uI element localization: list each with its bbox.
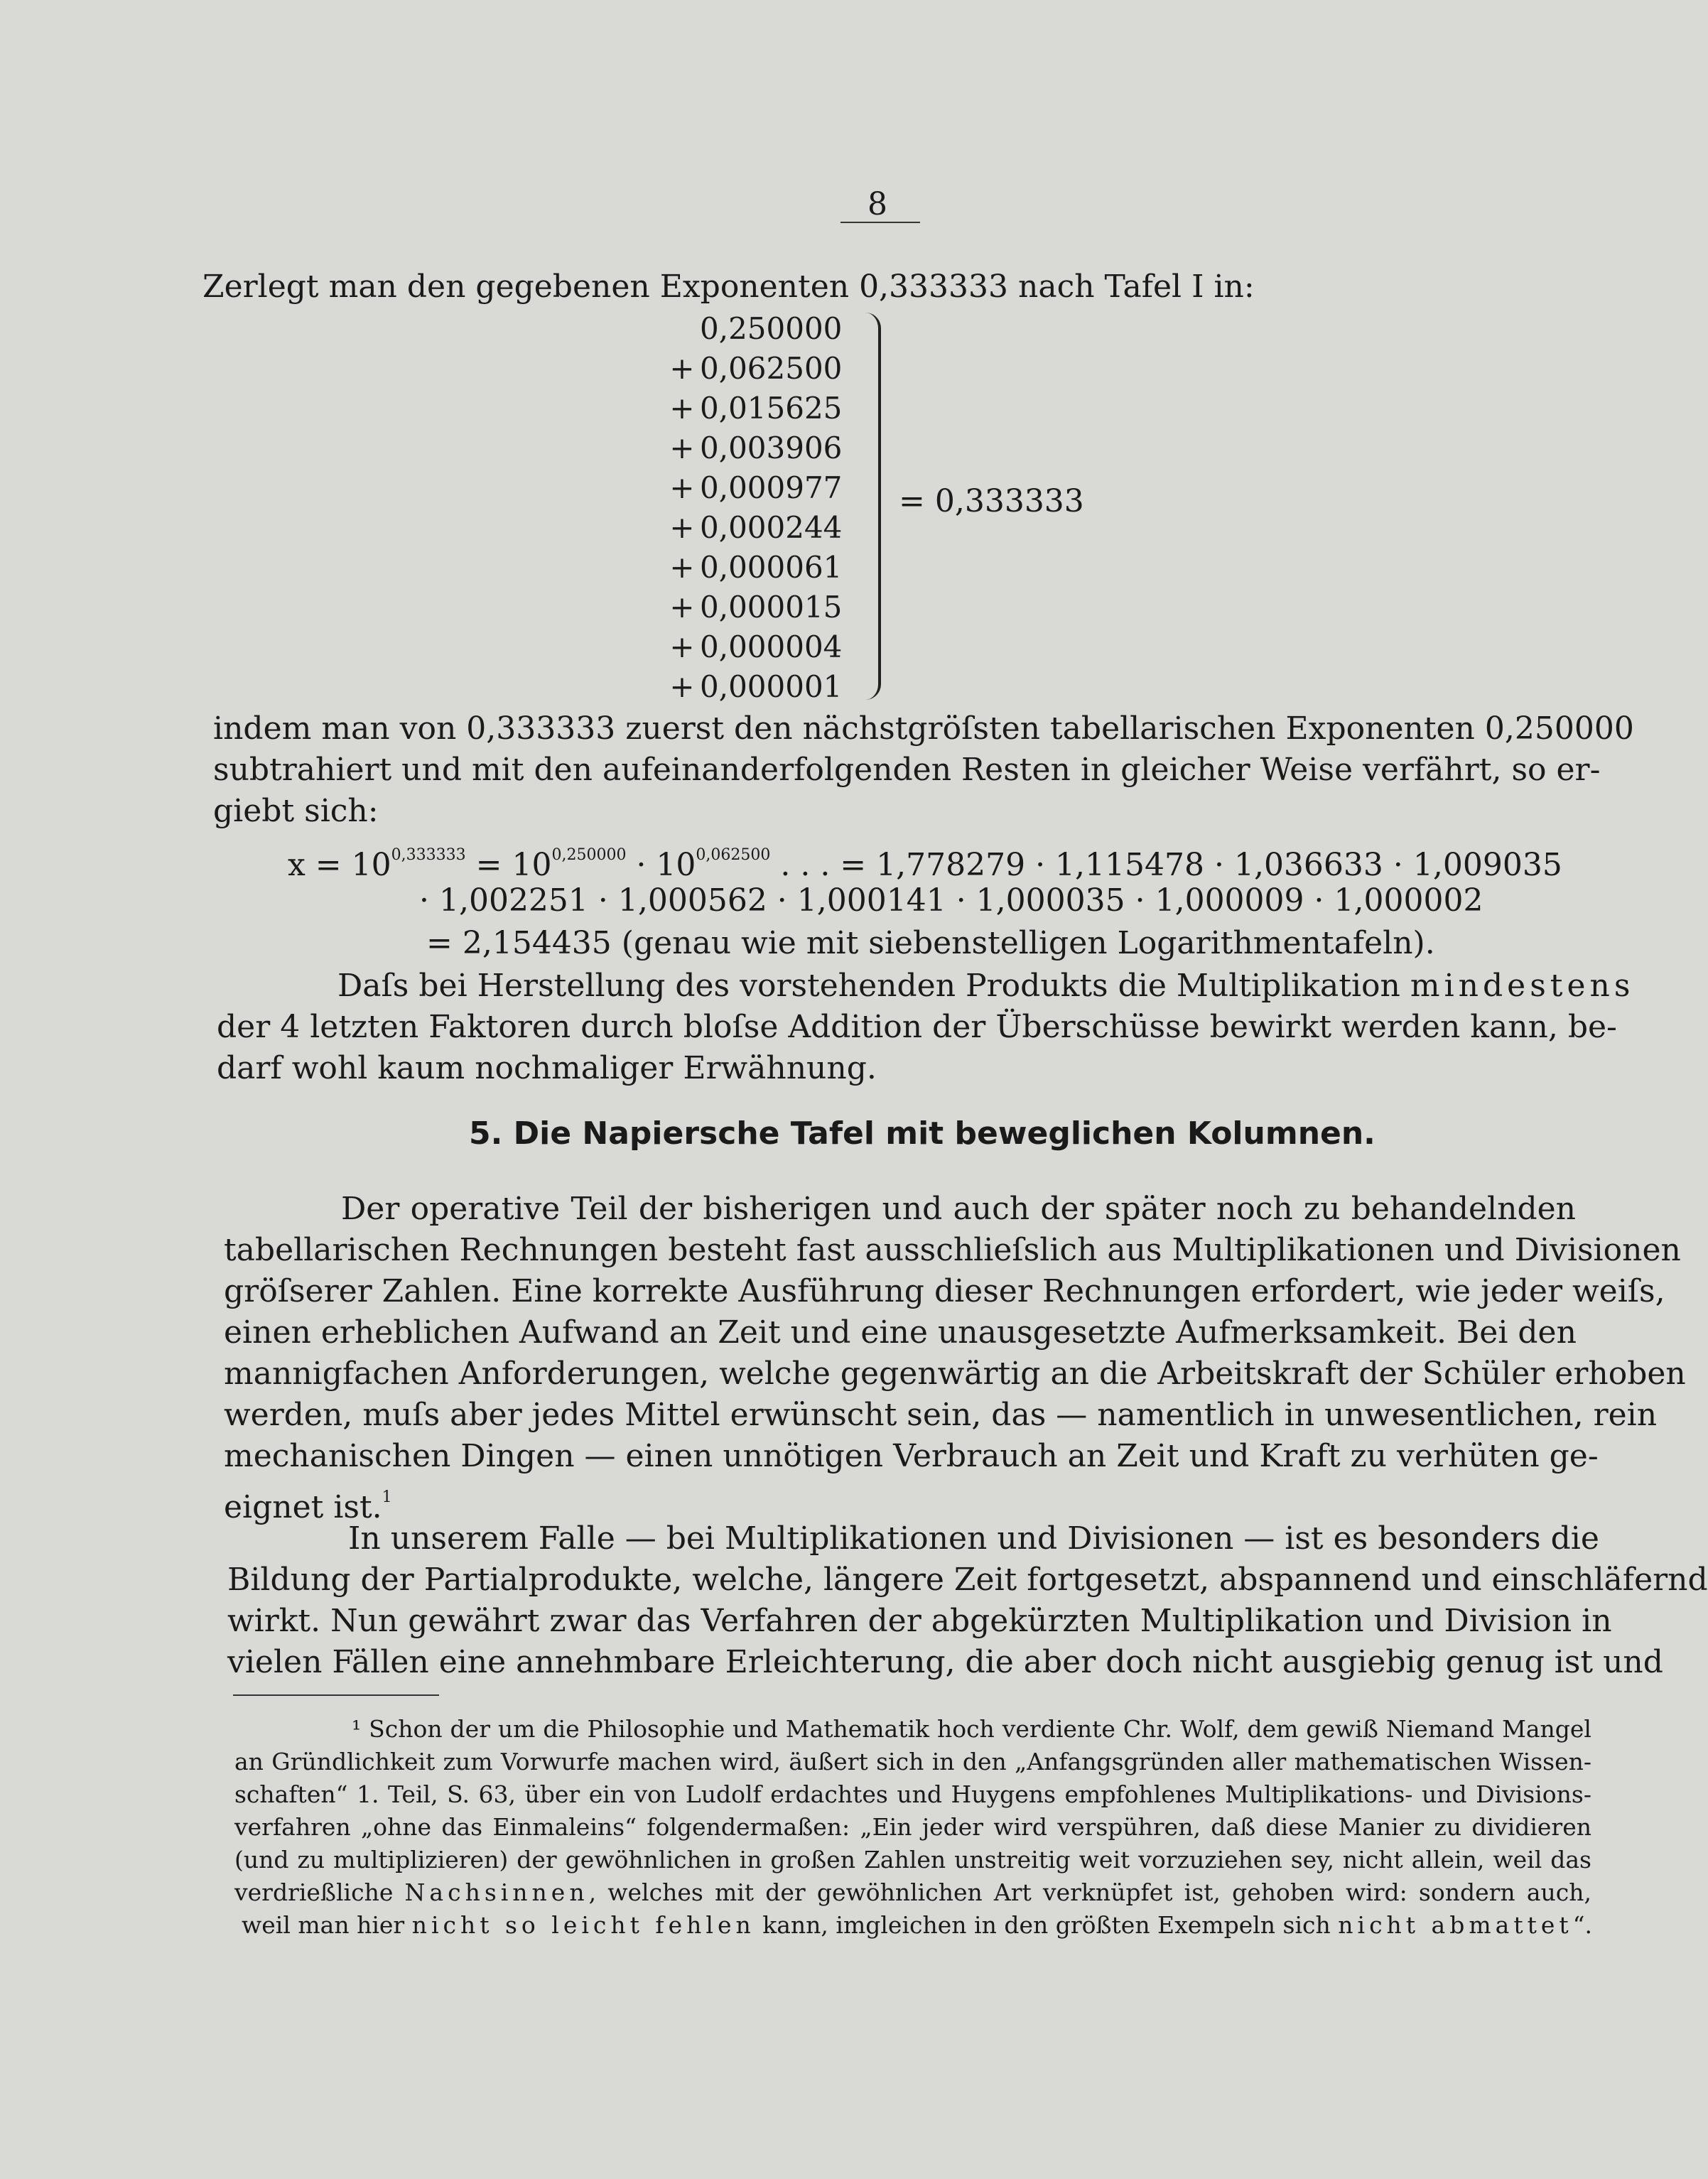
plus-sign: + bbox=[669, 590, 695, 624]
text-span: “. bbox=[1572, 1911, 1593, 1939]
sum-row bbox=[664, 351, 842, 386]
text-line: werden, muſs aber jedes Mittel erwünscht sein, das — namentlich in unwesentlichen, rein bbox=[224, 1397, 1658, 1433]
sum-term: 0,000004 bbox=[700, 629, 843, 664]
intro-line: Zerlegt man den gegebenen Exponenten 0,333333 nach Tafel I in: bbox=[202, 269, 1255, 305]
formula-line bbox=[288, 837, 1562, 884]
formula-x: x = 10 bbox=[288, 847, 391, 883]
text-line: subtrahiert und mit den aufeinanderfolgenden Resten in gleicher Weise verfährt, so er- bbox=[213, 752, 1601, 788]
formula-line: = 2,154435 (genau wie mit siebenstelligen Logarithmentafeln). bbox=[426, 925, 1435, 961]
text-span: , welches mit der gewöhnlichen Art verknüpfet ist, gehoben wird: sondern auch, bbox=[588, 1878, 1591, 1906]
plus-sign: + bbox=[669, 629, 695, 664]
text-line: mechanischen Dingen — einen unnötigen Verbrauch an Zeit und Kraft zu verhüten ge- bbox=[224, 1438, 1599, 1474]
text-line: der 4 letzten Faktoren durch bloſse Addition der Überschüsse bewirkt werden kann, be- bbox=[217, 1009, 1617, 1045]
text-line: Der operative Teil der bisherigen und auch der später noch zu behandelnden bbox=[341, 1191, 1576, 1227]
sum-term: 0,250000 bbox=[700, 311, 843, 346]
text-line bbox=[224, 1479, 392, 1526]
text-line: giebt sich: bbox=[213, 793, 379, 829]
sum-row bbox=[664, 590, 842, 625]
footnote-line: verfahren „ohne das Einmaleins“ folgendermaßen: „Ein jeder wird verspühren, daß diese Manier zu dividieren bbox=[234, 1813, 1591, 1841]
formula-factors: . . . = 1,778279 · 1,115478 · 1,036633 · 1,009035 bbox=[770, 847, 1562, 883]
footnote-line: an Gründlichkeit zum Vorwurfe machen wird, äußert sich in den „Anfangsgründen aller mathematischen Wissen- bbox=[234, 1748, 1591, 1775]
page-number-rule bbox=[841, 222, 920, 223]
formula-exponent: 0,062500 bbox=[696, 846, 771, 864]
footnote-line: (und zu multiplizieren) der gewöhnlichen in großen Zahlen unstreitig weit vorzuziehen sey, nicht allein, weil das bbox=[234, 1846, 1591, 1873]
sum-result: = 0,333333 bbox=[899, 483, 1084, 519]
footnote-line: schaften“ 1. Teil, S. 63, über ein von Ludolf erdachtes und Huygens empfohlenes Multiplikations- und Divisions- bbox=[234, 1780, 1591, 1808]
text-line: indem man von 0,333333 zuerst den nächstgröſsten tabellarischen Exponenten 0,250000 bbox=[213, 710, 1634, 747]
formula-exponent: 0,333333 bbox=[391, 846, 466, 864]
sum-row bbox=[664, 669, 842, 705]
sum-row bbox=[664, 550, 842, 585]
text-span: eignet ist. bbox=[224, 1489, 382, 1525]
text-line: vielen Fällen eine annehmbare Erleichterung, die aber doch nicht ausgiebig genug ist und bbox=[227, 1644, 1663, 1680]
text-line: Bildung der Partialprodukte, welche, längere Zeit fortgesetzt, abspannend und einschläfernd bbox=[227, 1562, 1708, 1598]
plus-sign: + bbox=[669, 351, 695, 386]
sum-term: 0,000015 bbox=[700, 590, 843, 624]
formula-exponent: 0,250000 bbox=[551, 846, 627, 864]
sum-row bbox=[664, 510, 842, 546]
formula-eq: = 10 bbox=[465, 847, 552, 883]
text-line: mannigfachen Anforderungen, welche gegenwärtig an die Arbeitskraft der Schüler erhoben bbox=[224, 1356, 1686, 1392]
section-heading: 5. Die Napiersche Tafel mit beweglichen Kolumnen. bbox=[469, 1115, 1375, 1152]
text-span: verdrießliche bbox=[234, 1878, 394, 1906]
spaced-word: nicht abmattet bbox=[1338, 1911, 1573, 1939]
text-line: wirkt. Nun gewährt zwar das Verfahren der abgekürzten Multiplikation und Division in bbox=[227, 1603, 1612, 1639]
formula-line: · 1,002251 · 1,000562 · 1,000141 · 1,000035 · 1,000009 · 1,000002 bbox=[419, 882, 1483, 919]
sum-row bbox=[664, 431, 842, 466]
plus-sign: + bbox=[669, 550, 695, 585]
text-line: In unserem Falle — bei Multiplikationen und Divisionen — ist es besonders die bbox=[348, 1520, 1599, 1557]
sum-term: 0,000244 bbox=[700, 510, 843, 545]
text-line bbox=[337, 968, 1635, 1005]
text-span: Daſs bei Herstellung des vorstehenden Produkts die Multiplikation bbox=[337, 968, 1400, 1004]
text-line: darf wohl kaum nochmaliger Erwähnung. bbox=[217, 1050, 877, 1086]
sum-term: 0,000001 bbox=[700, 669, 843, 704]
footnote-rule bbox=[233, 1694, 439, 1696]
plus-sign: + bbox=[669, 470, 695, 505]
sum-row bbox=[664, 311, 842, 347]
sum-term: 0,015625 bbox=[700, 391, 843, 426]
plus-sign: + bbox=[669, 669, 695, 704]
text-span: weil man hier bbox=[242, 1911, 405, 1939]
spaced-word: mindestens bbox=[1410, 968, 1635, 1004]
formula-dot: · 10 bbox=[626, 847, 696, 883]
sum-brace bbox=[860, 313, 881, 700]
spaced-word: nicht so leicht fehlen bbox=[411, 1911, 755, 1939]
sum-term: 0,003906 bbox=[700, 431, 843, 465]
footnote-line: ¹ Schon der um die Philosophie und Mathematik hoch verdiente Chr. Wolf, dem gewiß Niemand Mangel bbox=[352, 1715, 1591, 1743]
footnote-line bbox=[234, 1877, 1591, 1908]
text-line: tabellarischen Rechnungen besteht fast ausschlieſslich aus Multiplikationen und Divisionen bbox=[224, 1232, 1681, 1268]
sum-term: 0,000977 bbox=[700, 470, 843, 505]
sum-row bbox=[664, 629, 842, 665]
plus-sign: + bbox=[669, 391, 695, 426]
plus-sign: + bbox=[669, 510, 695, 545]
footnote-line bbox=[242, 1910, 1592, 1941]
plus-sign: + bbox=[669, 431, 695, 465]
page-number: 8 bbox=[867, 186, 887, 222]
text-span: kann, imgleichen in den größten Exempeln sich bbox=[762, 1911, 1331, 1939]
text-line: einen erheblichen Aufwand an Zeit und eine unausgesetzte Aufmerksamkeit. Bei den bbox=[224, 1314, 1577, 1351]
sum-row bbox=[664, 391, 842, 426]
spaced-word: Nachsinnen bbox=[404, 1878, 589, 1906]
sum-row bbox=[664, 470, 842, 506]
sum-term: 0,062500 bbox=[700, 351, 843, 386]
sum-term: 0,000061 bbox=[700, 550, 843, 585]
footnote-mark: 1 bbox=[382, 1488, 392, 1506]
text-line: gröſserer Zahlen. Eine korrekte Ausführung dieser Rechnungen erfordert, wie jeder weiſs, bbox=[224, 1273, 1665, 1309]
